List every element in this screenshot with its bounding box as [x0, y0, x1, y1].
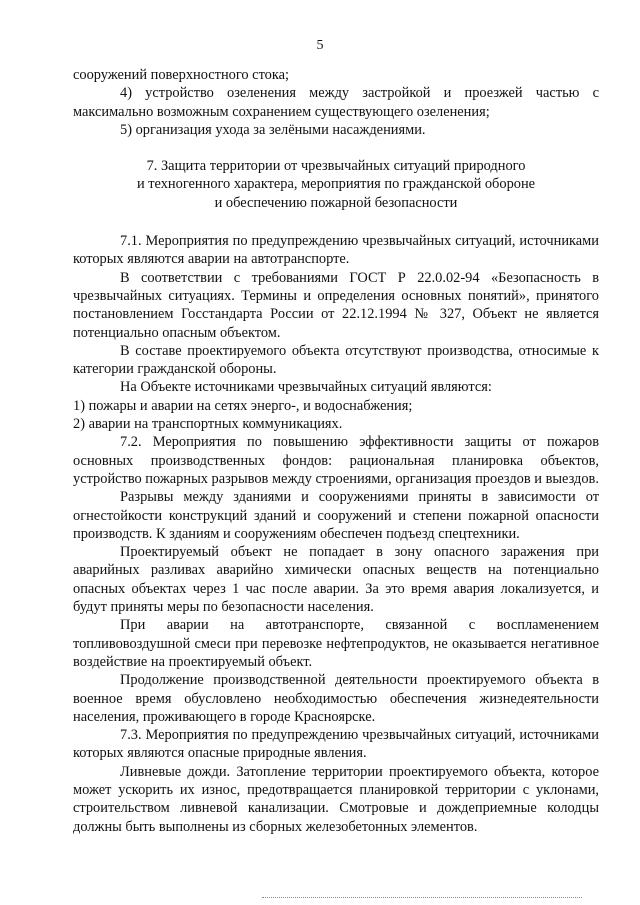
list-item-1: 1) пожары и аварии на сетях энерго-, и водоснабжения;: [73, 397, 413, 414]
footer-divider: [262, 897, 582, 898]
document-body: [73, 66, 599, 836]
paragraph-gaps: Разрывы между зданиями и сооружениями приняты в зависимости от огнестойкости конструкций зданий и сооружений и степени пожарной опасности производств. К зданиям и сооружениям обеспечен подъезд спецтехники.: [73, 489, 599, 542]
paragraph-7-3: 7.3. Мероприятия по предупреждению чрезвычайных ситуаций, источниками которых являются опасные природные явления.: [73, 727, 599, 762]
section-heading-line-1: 7. Защита территории от чрезвычайных ситуаций природного: [146, 158, 526, 175]
paragraph-gost: В соответствии с требованиями ГОСТ Р 22.0.02-94 «Безопасность в чрезвычайных ситуациях. Термины и определения основных понятий», принятого постановлением Госстандарта России от 22.12.1994 № 327, Объект не является потенциально опасным объектом.: [73, 269, 599, 341]
intro-line-1: сооружений поверхностного стока;: [73, 67, 290, 83]
paragraph-7-1: 7.1. Мероприятия по предупреждению чрезвычайных ситуаций, источниками которых являются аварии на автотранспорте.: [73, 233, 599, 268]
paragraph-7-2: 7.2. Мероприятия по повышению эффективности защиты от пожаров основных производственных фондов: рациональная планировка объектов, устройство пожарных разрывов между строениями, организация проездов и выездов.: [73, 434, 599, 487]
paragraph-civil-defense: В составе проектируемого объекта отсутствуют производства, относимые к категории гражданской обороны.: [73, 342, 599, 378]
section-heading: [73, 157, 599, 212]
paragraph-rain: Ливневые дожди. Затопление территории проектируемого объекта, которое может ускорить их износ, предотвращается планировкой территории с уклонами, строительством ливневой канализации. Смотровые и дождеприемные колодцы должны быть выполнены из сборных железобетонных элементов.: [73, 763, 599, 835]
paragraph-transport-accident: При аварии на автотранспорте, связанной с воспламенением топливовоздушной смеси при перевозке нефтепродуктов, не оказывается негативное воздействие на проектируемый объект.: [73, 617, 599, 670]
paragraph-sources-intro: На Объекте источниками чрезвычайных ситуаций являются:: [120, 379, 492, 396]
section-heading-line-2: и техногенного характера, мероприятия по гражданской обороне: [136, 176, 536, 193]
paragraph-contamination: Проектируемый объект не попадает в зону опасного заражения при аварийных разливах аварийно химически опасных веществ на потенциально опасных объектах через 1 час после аварии. За это время авария локализуется, и будут приняты меры по безопасности населения.: [73, 544, 599, 616]
section-heading-line-3: и обеспечению пожарной безопасности: [214, 194, 458, 211]
intro-line-2: 4) устройство озеленения между застройкой и проезжей частью с максимально возможным сохранением существующего озеленения;: [73, 85, 599, 120]
list-item-2: 2) аварии на транспортных коммуникациях.: [73, 416, 343, 433]
intro-line-3: 5) организация ухода за зелёными насаждениями.: [120, 121, 426, 138]
page-number: 5: [316, 38, 324, 53]
paragraph-wartime: Продолжение производственной деятельности проектируемого объекта в военное время обусловлено необходимостью обеспечения жизнедеятельности населения, проживающего в городе Красноярске.: [73, 672, 599, 725]
